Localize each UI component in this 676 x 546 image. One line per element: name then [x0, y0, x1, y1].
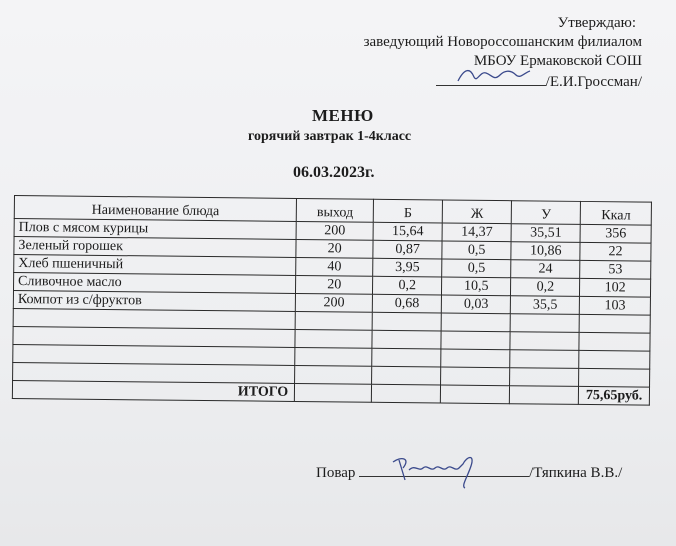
cell-output: 40: [296, 257, 373, 276]
empty-cell: [579, 332, 650, 351]
cell-carbs: 10,86: [511, 242, 580, 261]
cell-output: 20: [296, 275, 373, 294]
empty-cell: [510, 314, 579, 333]
approval-heading: Утверждаю:: [557, 15, 636, 31]
column-header-name: Наименование блюда: [14, 196, 297, 222]
approval-block: [342, 14, 642, 92]
cell-dish-name: Хлеб пшеничный: [14, 255, 296, 276]
cook-signature-row: [316, 462, 622, 482]
empty-cell: [441, 331, 510, 350]
approval-position: заведующий Новороссошанским филиалом: [363, 34, 642, 50]
menu-table: [12, 195, 652, 406]
signature-icon: [454, 63, 534, 87]
column-header-kcal: Ккал: [581, 201, 652, 225]
empty-cell: [579, 368, 650, 387]
document-subtitle: горячий завтрак 1-4класс: [248, 129, 412, 144]
cook-label: Повар: [316, 465, 356, 481]
cell-fat: 0,5: [442, 259, 511, 278]
empty-cell: [510, 386, 579, 405]
cook-name: /Тяпкина В.В./: [529, 465, 623, 481]
cell-fat: 10,5: [442, 277, 511, 296]
empty-cell: [372, 366, 441, 385]
column-header-output: выход: [297, 198, 374, 222]
empty-cell: [295, 365, 372, 384]
empty-cell: [441, 349, 510, 368]
cell-output: 200: [296, 293, 373, 312]
approval-signature: [436, 71, 546, 86]
cell-dish-name: Зеленый горошек: [14, 237, 296, 258]
total-value: 75,65руб.: [579, 386, 650, 405]
empty-cell: [295, 383, 372, 402]
empty-cell: [510, 332, 579, 351]
cook-signature: [359, 462, 529, 477]
approval-organization: МБОУ Ермаковской СОШ: [473, 53, 642, 69]
empty-cell: [295, 347, 372, 366]
column-header-protein: Б: [373, 199, 442, 223]
empty-cell: [295, 329, 372, 348]
approval-signature-row: [342, 71, 642, 92]
cell-fat: 0,03: [441, 295, 510, 314]
cell-output: 200: [296, 221, 373, 240]
empty-cell: [441, 313, 510, 332]
cell-dish-name: Плов с мясом курицы: [14, 219, 296, 240]
cell-protein: 3,95: [373, 258, 442, 277]
document-date: 06.03.2023г.: [293, 164, 375, 181]
total-label: ИТОГО: [12, 380, 294, 401]
cell-kcal: 53: [580, 260, 651, 279]
cell-kcal: 103: [580, 296, 651, 315]
document-title: МЕНЮ: [312, 106, 374, 125]
column-header-carbs: У: [511, 201, 580, 225]
empty-cell: [372, 348, 441, 367]
column-header-fat: Ж: [442, 200, 511, 224]
empty-cell: [510, 368, 579, 387]
empty-cell: [510, 350, 579, 369]
empty-cell: [441, 385, 510, 404]
cell-protein: 0,2: [373, 276, 442, 295]
empty-cell: [295, 311, 372, 330]
cell-carbs: 35,5: [511, 296, 580, 315]
cell-fat: 0,5: [442, 241, 511, 260]
empty-cell: [579, 314, 650, 333]
cell-fat: 14,37: [442, 223, 511, 242]
empty-cell: [371, 384, 440, 403]
cell-kcal: 102: [580, 278, 651, 297]
empty-cell: [579, 350, 650, 369]
cell-output: 20: [296, 239, 373, 258]
cell-protein: 0,68: [372, 294, 441, 313]
cell-protein: 15,64: [373, 222, 442, 241]
cell-protein: 0,87: [373, 240, 442, 259]
cell-carbs: 35,51: [511, 224, 580, 243]
signature-icon: [389, 450, 499, 490]
cell-dish-name: Компот из с/фруктов: [13, 291, 295, 312]
approval-signer-name: /Е.И.Гроссман/: [545, 74, 642, 90]
empty-cell: [372, 330, 441, 349]
empty-cell: [441, 367, 510, 386]
cell-carbs: 24: [511, 260, 580, 279]
cell-dish-name: Сливочное масло: [13, 273, 295, 294]
cell-kcal: 22: [580, 242, 651, 261]
empty-cell: [372, 312, 441, 331]
cell-carbs: 0,2: [511, 278, 580, 297]
cell-kcal: 356: [580, 224, 651, 243]
